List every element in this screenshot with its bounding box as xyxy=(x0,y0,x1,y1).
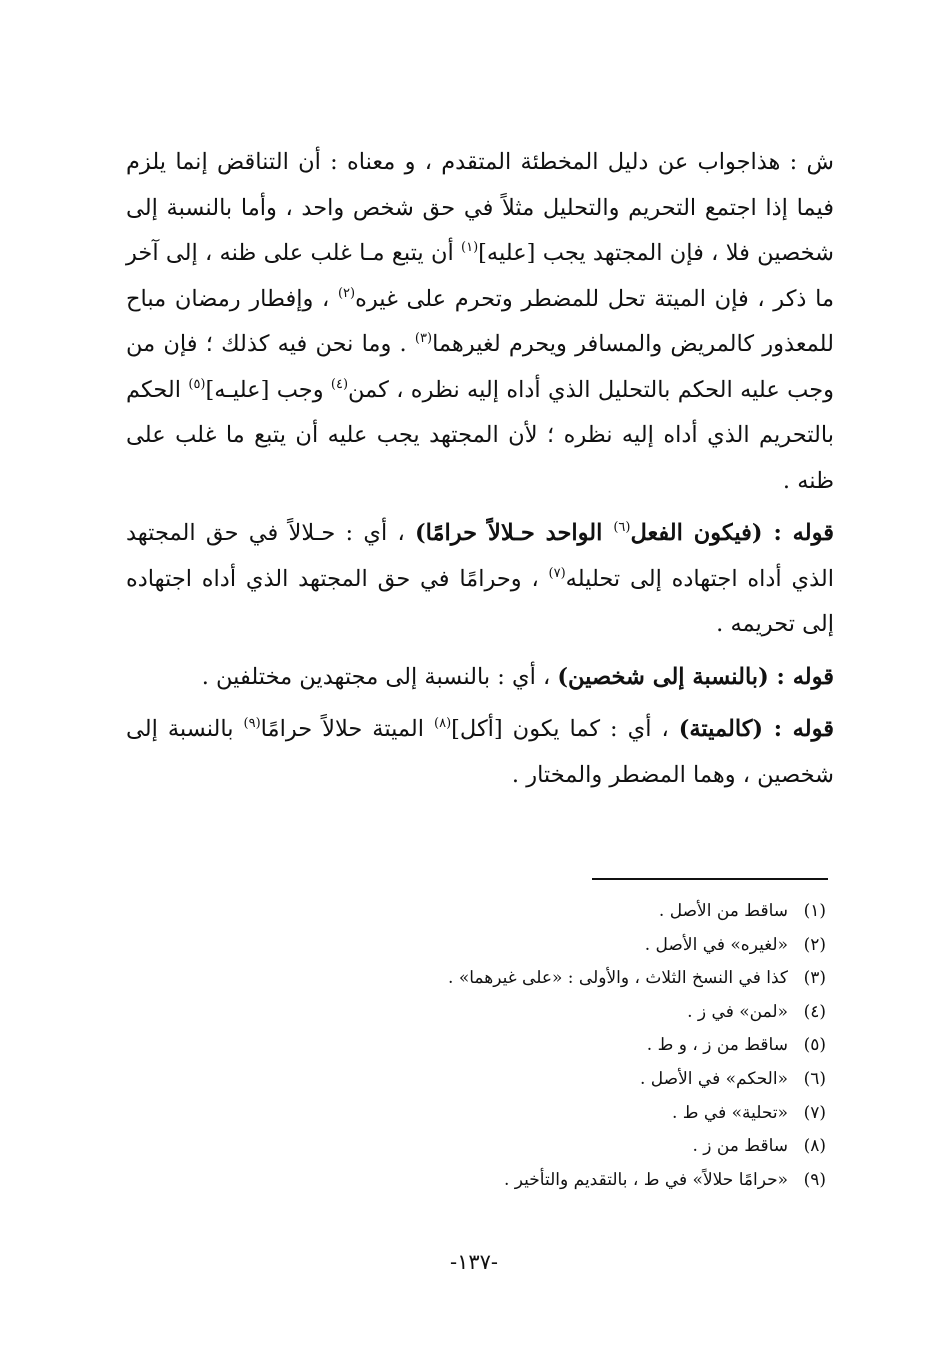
footnote-number: (٩) xyxy=(803,1169,826,1190)
quoted-text: (فيكون الفعل xyxy=(630,520,763,546)
footnote-ref-8: (٨) xyxy=(434,716,452,731)
footnote-number: (٦) xyxy=(803,1068,826,1089)
footnote-number: (٢) xyxy=(803,934,826,955)
paragraph-quote-2 xyxy=(126,655,834,701)
quoted-text: الواحد حـلالاً حرامًا) xyxy=(414,520,614,546)
text-run: أن يتبع مـا غلب على ظنه ، إلى آخر ما ذكر ، فإن الميتة تحل للمضطر وتحرم على غيره xyxy=(126,240,835,312)
footnote-text: «لغيره» في الأصل . xyxy=(644,934,788,955)
footnote-text: «لمن» في ز . xyxy=(687,1001,788,1022)
footnotes xyxy=(266,895,826,1197)
footnote-ref-4: (٤) xyxy=(330,376,349,392)
footnote-text: ساقط من ز . xyxy=(692,1136,788,1157)
quote-lead: قوله : xyxy=(762,520,834,546)
text-run: ، أي : بالنسبة إلى مجتهدين مختلفين . xyxy=(201,663,558,690)
text-run: الحكم بالتحريم الذي أداه إليه نظره ؛ لأن المجتهد يجب عليه أن يتبع ما غلب على ظنه . xyxy=(126,376,834,494)
footnote-ref-9: (٩) xyxy=(243,716,261,731)
text-run: ، أي : حـلالاً في حق المجتهد الذي أداه اجتهاده إلى تحليله xyxy=(126,520,834,592)
footnote-text: «الحكم» في الأصل . xyxy=(639,1068,788,1089)
text-run: بالنسبة إلى شخصين ، وهما المضطر والمختار . xyxy=(126,716,834,788)
main-text xyxy=(126,140,834,798)
footnote-number: (١) xyxy=(803,901,826,921)
footnote xyxy=(266,996,826,1030)
footnote-number: (٤) xyxy=(803,1001,826,1022)
text-run: ، أي : كما يكون [أكل] xyxy=(451,716,679,742)
footnote-number: (٨) xyxy=(803,1136,826,1157)
footnote xyxy=(266,895,826,929)
text-run: ، وحرامًا في حق المجتهد الذي أداه اجتهاده إلى تحريمه . xyxy=(126,565,834,637)
footnote-separator xyxy=(592,878,828,880)
footnote-ref-3: (٣) xyxy=(414,331,433,346)
quote-lead: قوله : xyxy=(763,716,834,742)
footnote-ref-1: (١) xyxy=(461,240,479,255)
quoted-text: (بالنسبة إلى شخصين) xyxy=(557,663,769,690)
paragraph-quote-1 xyxy=(126,511,834,648)
text-run: الميتة حلالاً حرامًا xyxy=(260,716,434,742)
text-run: وجب [عليـه] xyxy=(205,376,331,403)
footnote-ref-6: (٦) xyxy=(613,520,631,535)
text-run: ش : هذاجواب عن دليل المخطئة المتقدم ، و معناه : أن التناقض إنما يلزم فيما إذا اجتمع التحريم والتحليل مثلاً في حق شخص واحد ، وأما بالنسبة إلى شخصين فلا ، فإن المجتهد يجب [عليه] xyxy=(126,149,834,266)
footnote xyxy=(266,1097,826,1131)
footnote xyxy=(266,1063,826,1097)
footnote-ref-5: (٥) xyxy=(188,376,206,392)
footnote-text: كذا في النسخ الثلاث ، والأولى : «على غيرهما» . xyxy=(448,968,788,989)
footnote-number: (٥) xyxy=(803,1035,826,1056)
footnote-text: «حرامًا حلالاً» في ط ، بالتقديم والتأخير . xyxy=(503,1169,788,1190)
paragraph-quote-3 xyxy=(126,707,834,798)
text-run: ، وإفطار رمضان مباح للمعذور كالمريض والمسافر ويحرم لغيرهما xyxy=(126,285,834,357)
footnote xyxy=(266,962,826,996)
footnote-number: (٣) xyxy=(803,968,826,989)
page-number: -١٣٧- xyxy=(449,1250,499,1274)
footnote-text: ساقط من الأصل . xyxy=(658,901,788,921)
footnote xyxy=(266,1130,826,1164)
footnote-ref-7: (٧) xyxy=(548,565,566,581)
footnote-number: (٧) xyxy=(803,1102,826,1123)
footnote-text: «تحلية» في ط . xyxy=(671,1102,788,1123)
footnote xyxy=(266,929,826,963)
footnote xyxy=(266,1164,826,1198)
footnote-text: ساقط من ز ، و ط . xyxy=(646,1035,788,1056)
footnote xyxy=(266,1029,826,1063)
quote-lead: قوله : xyxy=(768,663,834,690)
paragraph-commentary xyxy=(126,140,834,504)
quoted-text: (كالميتة) xyxy=(678,716,764,742)
text-run: . وما نحن فيه كذلك ؛ فإن من وجب عليه الحكم بالتحليل الذي أداه إليه نظره ، كمن xyxy=(126,331,835,403)
footnote-ref-2: (٢) xyxy=(337,285,356,301)
